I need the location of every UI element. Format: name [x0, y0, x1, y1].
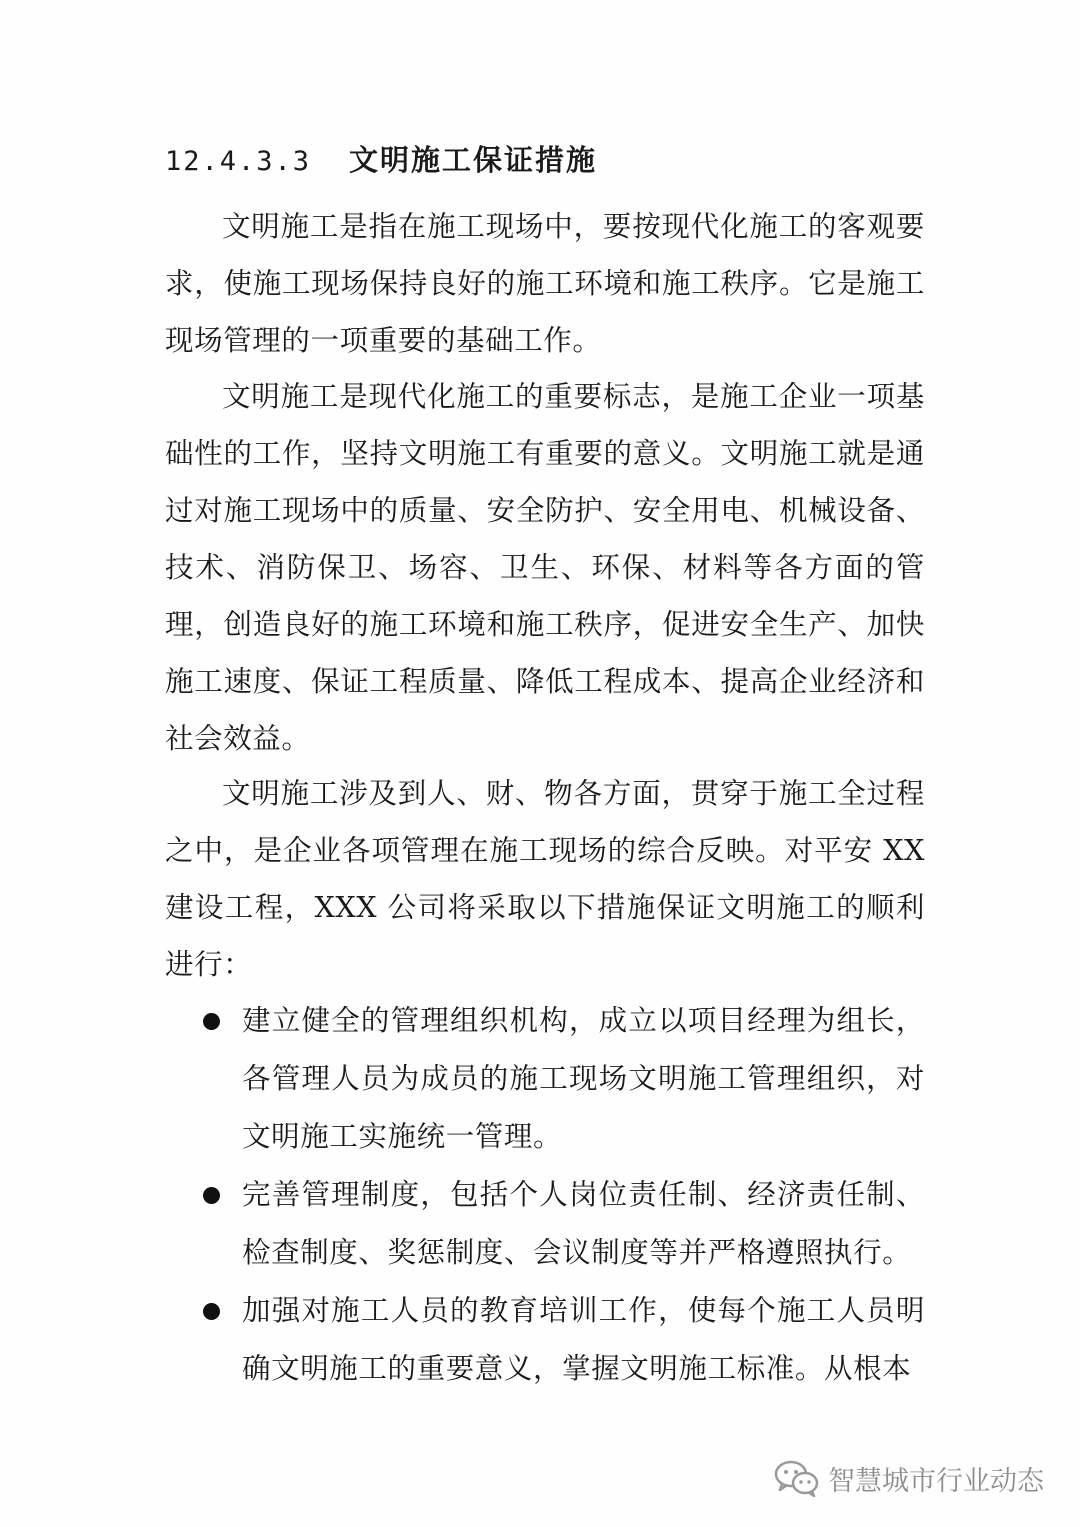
- watermark: [774, 1456, 1044, 1500]
- section-title: 文明施工保证措施: [349, 143, 598, 177]
- list-item: [200, 1282, 925, 1398]
- bullet-icon: [203, 1303, 220, 1320]
- list-item-text: 完善管理制度，包括个人岗位责任制、经济责任制、检查制度、奖惩制度、会议制度等并严格遵照执行。: [242, 1178, 925, 1269]
- paragraph-1: 文明施工是指在施工现场中，要按现代化施工的客观要求，使施工现场保持良好的施工环境和施工秩序。它是施工现场管理的一项重要的基础工作。: [165, 210, 925, 357]
- watermark-text: 智慧城市行业动态: [828, 1465, 1044, 1497]
- list-item: [200, 992, 925, 1166]
- section-number: 12.4.3.3: [165, 146, 312, 177]
- list-item-text: 加强对施工人员的教育培训工作，使每个施工人员明确文明施工的重要意义，掌握文明施工标准。从根本: [242, 1294, 925, 1385]
- bullet-icon: [203, 1187, 220, 1204]
- paragraph-3: 文明施工涉及到人、财、物各方面，贯穿于施工全过程之中，是企业各项管理在施工现场的综合反映。对平安 XX 建设工程，XXX 公司将采取以下措施保证文明施工的顺利进行：: [165, 777, 925, 981]
- bullet-icon: [203, 1013, 220, 1030]
- section-heading: [165, 136, 597, 186]
- paragraph-2: 文明施工是现代化施工的重要标志，是施工企业一项基础性的工作，坚持文明施工有重要的意义。文明施工就是通过对施工现场中的质量、安全防护、安全用电、机械设备、技术、消防保卫、场容、卫生、环保、材料等各方面的管理，创造良好的施工环境和施工秩序，促进安全生产、加快施工速度、保证工程质量、降低工程成本、提高企业经济和社会效益。: [165, 380, 925, 755]
- list-item: [200, 1166, 925, 1282]
- list-item-text: 建立健全的管理组织机构，成立以项目经理为组长，各管理人员为成员的施工现场文明施工管理组织，对文明施工实施统一管理。: [242, 1004, 925, 1153]
- measures-list: [200, 992, 925, 1398]
- wechat-icon: [774, 1459, 820, 1497]
